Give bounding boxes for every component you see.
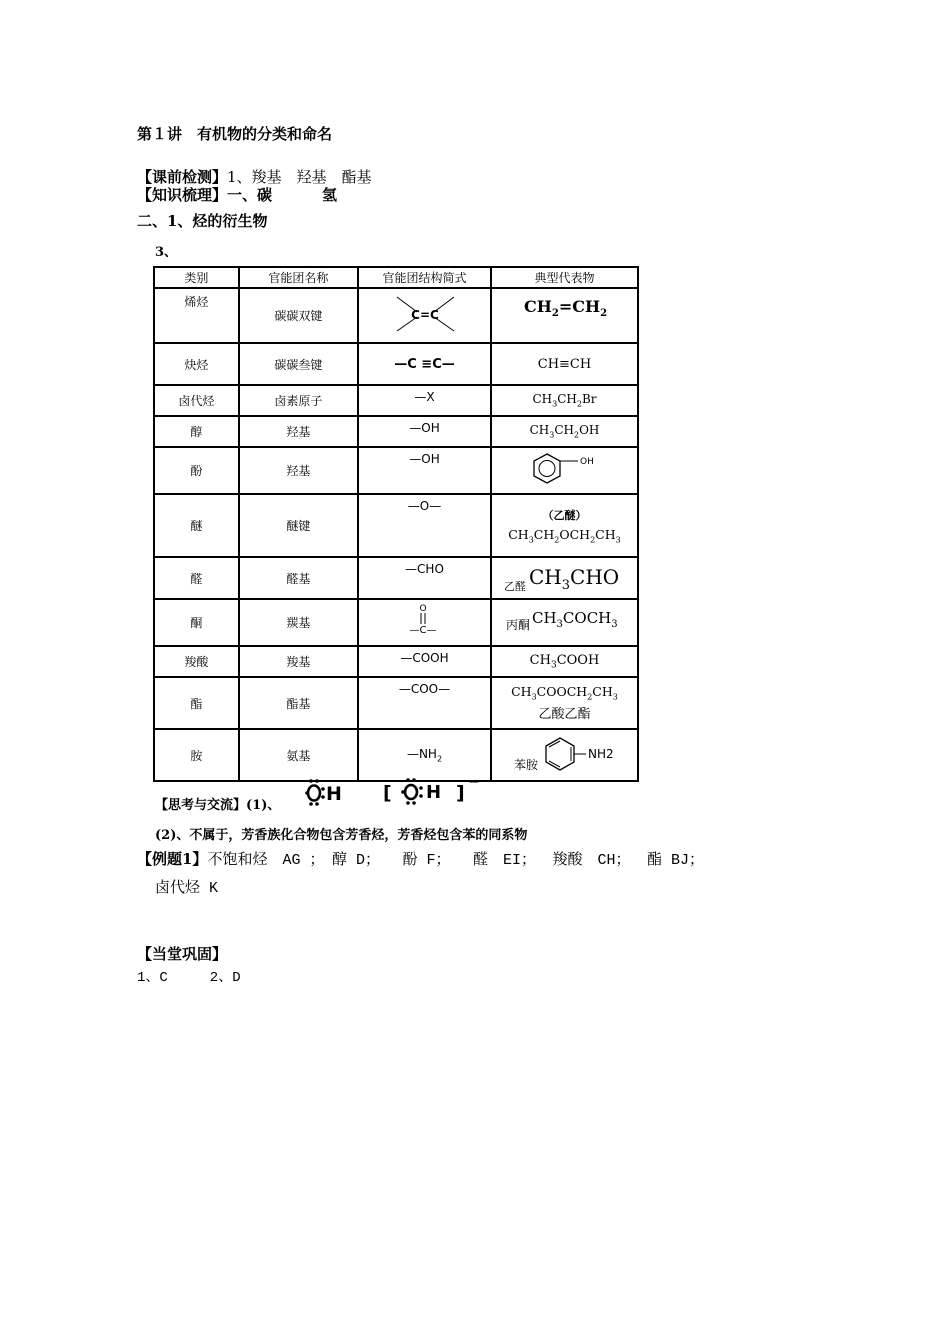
knowledge-part2: 氢	[322, 186, 338, 204]
aniline-structure-icon	[492, 730, 637, 782]
example-bromoethane: $CH_3CH_2Br$	[532, 392, 597, 409]
structure-text: —X	[414, 390, 435, 404]
carbonyl-structure-icon	[359, 600, 490, 642]
group-cell: 醛基	[239, 557, 358, 599]
table-row	[154, 494, 638, 557]
alkene-structure-text: C=C	[411, 308, 439, 322]
structure-cell	[358, 729, 491, 781]
example-name: 乙酸乙酯	[538, 707, 591, 723]
structure-cell	[358, 599, 491, 646]
structure-text: —COOH	[400, 651, 449, 665]
example-acetaldehyde: $CH_3CHO$	[528, 565, 620, 593]
structure-cell	[358, 416, 491, 447]
example-cell	[491, 729, 638, 781]
category-cell: 羧酸	[154, 646, 239, 677]
example-name: 乙醛	[503, 580, 526, 593]
table-row	[154, 343, 638, 385]
svg-text:H: H	[326, 783, 342, 805]
category-cell: 醛	[154, 557, 239, 599]
category-cell: 炔烃	[154, 343, 239, 385]
example-question-line	[137, 848, 704, 869]
svg-text:[: [	[383, 782, 392, 804]
page-title: 第１讲 有机物的分类和命名	[137, 125, 333, 143]
knowledge-label: 【知识梳理】	[137, 186, 228, 204]
consolidate-heading: 【当堂巩固】	[137, 945, 228, 963]
section-heading: 二、1、烃的衍生物	[137, 212, 268, 230]
think-exchange-answer-2: (2)、不属于，芳香族化合物包含芳香烃，芳香烃包含苯的同系物	[155, 828, 528, 843]
example-name: （乙醚）	[542, 508, 587, 522]
table-row	[154, 447, 638, 494]
structure-text: —CHO	[405, 562, 444, 576]
table-header-row	[154, 267, 638, 288]
category-cell: 醚	[154, 494, 239, 557]
example-cell	[491, 447, 638, 494]
group-cell: 羰基	[239, 599, 358, 646]
structure-cell	[358, 288, 491, 343]
example-ethyne: CH≡CH	[537, 356, 592, 372]
group-cell: 卤素原子	[239, 385, 358, 416]
group-cell: 氨基	[239, 729, 358, 781]
category-cell: 胺	[154, 729, 239, 781]
example-answer-continued: 卤代烃 K	[155, 880, 219, 897]
example-cell	[491, 385, 638, 416]
phenol-structure-icon	[492, 448, 637, 490]
example-name: 苯胺	[513, 758, 538, 772]
header-example: 典型代表物	[491, 267, 638, 288]
structure-text: $—NH_2$	[406, 746, 443, 764]
pre-check-label: 【课前检测】	[137, 168, 228, 186]
structure-cell	[358, 557, 491, 599]
consolidate-answers: 1、C 2、D	[137, 970, 241, 986]
structure-cell	[358, 677, 491, 729]
structure-text: —OH	[409, 452, 440, 466]
table-row	[154, 416, 638, 447]
structure-text: —OH	[409, 421, 440, 435]
example-ethanol: $CH_3CH_2OH$	[529, 423, 600, 440]
example-name: 丙酮	[505, 618, 530, 632]
group-cell: 碳碳双键	[239, 288, 358, 343]
example-label: 【例题1】	[137, 850, 208, 868]
svg-text:—C—: —C—	[409, 625, 437, 636]
category-cell: 卤代烃	[154, 385, 239, 416]
table-row	[154, 385, 638, 416]
table-row	[154, 729, 638, 781]
header-group-name: 官能团名称	[239, 267, 358, 288]
structure-cell	[358, 447, 491, 494]
hydroxide-lewis-structure-icon	[383, 776, 483, 806]
svg-text:]: ]	[456, 782, 465, 804]
category-cell: 醇	[154, 416, 239, 447]
structure-cell: —C ≡C—	[358, 343, 491, 385]
example-answer: 不饱和烃 AG ； 醇 D； 酚 F； 醛 EI； 羧酸 CH； 酯 BJ；	[207, 852, 704, 869]
hydroxyl-lewis-structure-icon	[302, 776, 352, 806]
structure-text: —COO—	[398, 682, 451, 696]
aniline-nh2-label: NH2	[587, 747, 614, 761]
header-structure: 官能团结构简式	[358, 267, 491, 288]
group-cell: 羟基	[239, 447, 358, 494]
example-cell	[491, 416, 638, 447]
table-row	[154, 557, 638, 599]
phenol-oh-label: OH	[579, 457, 594, 467]
knowledge-line	[137, 184, 337, 205]
alkene-structure-icon	[359, 289, 490, 339]
example-acetone: $CH_3COCH_3$	[531, 609, 618, 630]
example-cell	[491, 646, 638, 677]
group-cell: 羧基	[239, 646, 358, 677]
structure-text: —O—	[407, 499, 442, 513]
example-cell	[491, 599, 638, 646]
think-exchange-line: 【思考与交流】(1)、	[155, 798, 281, 813]
pre-check-text: 1、羧基 羟基 酯基	[227, 168, 372, 186]
category-cell: 烯烃	[154, 288, 239, 343]
structure-cell	[358, 385, 491, 416]
structure-cell	[358, 646, 491, 677]
svg-text:−: −	[468, 776, 480, 790]
category-cell: 酯	[154, 677, 239, 729]
group-cell: 碳碳叁键	[239, 343, 358, 385]
example-ethene: $CH_2=CH_2$	[523, 297, 608, 320]
item-number: 3、	[155, 245, 178, 260]
group-cell: 酯基	[239, 677, 358, 729]
example-acetic-acid: $CH_3COOH$	[529, 652, 600, 671]
header-category: 类别	[154, 267, 239, 288]
category-cell: 酮	[154, 599, 239, 646]
svg-text:H: H	[426, 782, 442, 803]
category-cell: 酚	[154, 447, 239, 494]
functional-group-table	[153, 266, 639, 782]
example-cell	[491, 494, 638, 557]
structure-cell	[358, 494, 491, 557]
table-row	[154, 599, 638, 646]
table-row	[154, 646, 638, 677]
example-diethyl-ether: $CH_3CH_2OCH_2CH_3$	[508, 526, 621, 545]
example-ethyl-acetate: $CH_3COOCH_2CH_3$	[511, 683, 618, 702]
table-row	[154, 288, 638, 343]
svg-text:O: O	[419, 604, 427, 614]
group-cell: 羟基	[239, 416, 358, 447]
knowledge-part1: 一、碳	[227, 186, 273, 204]
example-cell	[491, 677, 638, 729]
table-row	[154, 677, 638, 729]
group-cell: 醚键	[239, 494, 358, 557]
example-cell	[491, 557, 638, 599]
example-cell	[491, 288, 638, 343]
example-cell	[491, 343, 638, 385]
